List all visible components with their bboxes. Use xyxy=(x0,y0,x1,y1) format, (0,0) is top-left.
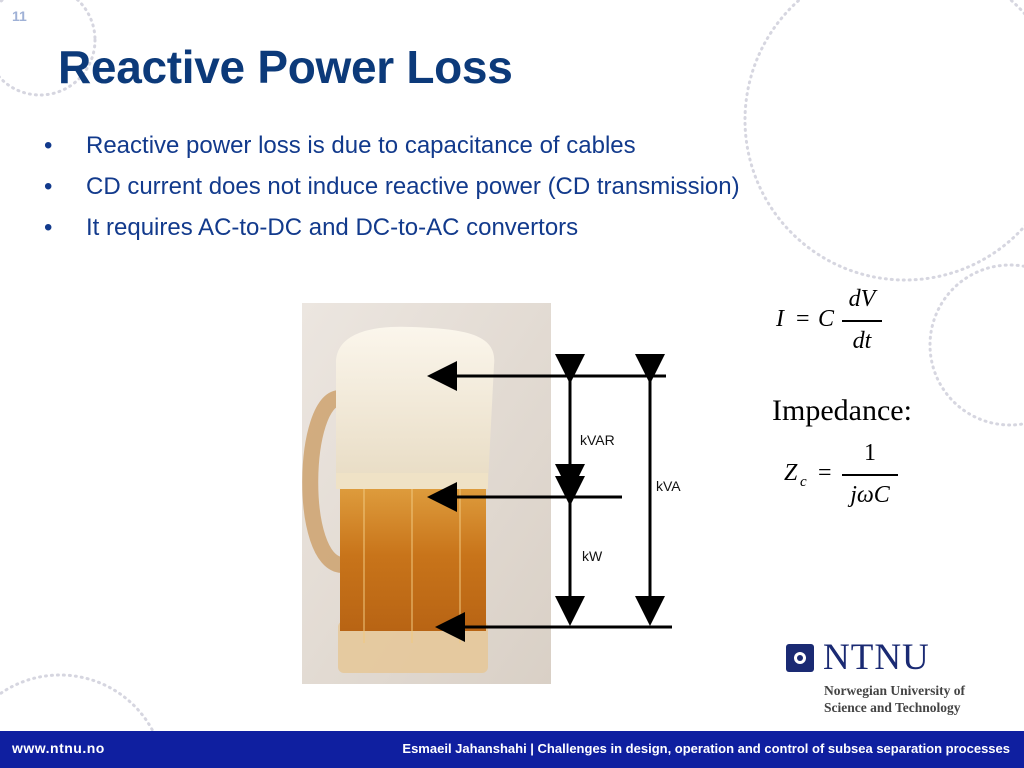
bullet-item xyxy=(44,173,740,214)
eq-current-numerator: dV xyxy=(848,286,876,312)
slide-title: Reactive Power Loss xyxy=(58,41,513,93)
bullet-list xyxy=(44,132,740,255)
bullet-marker: • xyxy=(44,173,53,200)
bullet-text: CD current does not induce reactive power (CD transmission) xyxy=(86,173,740,200)
eq-impedance-fraction-line xyxy=(842,474,898,476)
bullet-item xyxy=(44,132,740,173)
footer-url-link[interactable]: www.ntnu.no xyxy=(12,740,105,756)
ntnu-logo-mark-icon xyxy=(786,644,814,672)
bullet-text: It requires AC-to-DC and DC-to-AC convertors xyxy=(86,214,579,241)
slide-number: 11 xyxy=(12,8,27,24)
eq-impedance-denominator: jωC xyxy=(850,482,890,508)
eq-current-fraction-line xyxy=(842,320,882,322)
bullet-marker: • xyxy=(44,132,53,159)
ntnu-logo-subtitle xyxy=(824,682,965,716)
power-triangle-arrows xyxy=(302,303,682,684)
eq-current-equals: = xyxy=(796,306,810,332)
label-kva: kVA xyxy=(656,478,681,494)
ntnu-subtitle-line2: Science and Technology xyxy=(824,700,961,715)
impedance-heading: Impedance: xyxy=(772,394,912,427)
footer-credit: Esmaeil Jahanshahi | Challenges in design, operation and control of subsea separation processes xyxy=(402,741,1010,756)
eq-impedance-subscript: c xyxy=(800,474,807,490)
footer-bar xyxy=(0,731,1024,768)
eq-current-factor: C xyxy=(818,306,835,332)
label-kw: kW xyxy=(582,548,603,564)
eq-current-lhs: I xyxy=(776,306,784,332)
bullet-text: Reactive power loss is due to capacitance of cables xyxy=(86,132,636,159)
bullet-item xyxy=(44,214,740,255)
eq-current-denominator: dt xyxy=(852,328,872,354)
label-kvar: kVAR xyxy=(580,432,615,448)
bullet-marker: • xyxy=(44,214,53,241)
ntnu-logo-text: NTNU xyxy=(823,637,930,678)
ntnu-subtitle-line1: Norwegian University of xyxy=(824,683,965,698)
eq-impedance-symbol: Z xyxy=(784,460,798,486)
eq-impedance-equals: = xyxy=(818,460,832,486)
eq-impedance-numerator: 1 xyxy=(864,440,876,466)
